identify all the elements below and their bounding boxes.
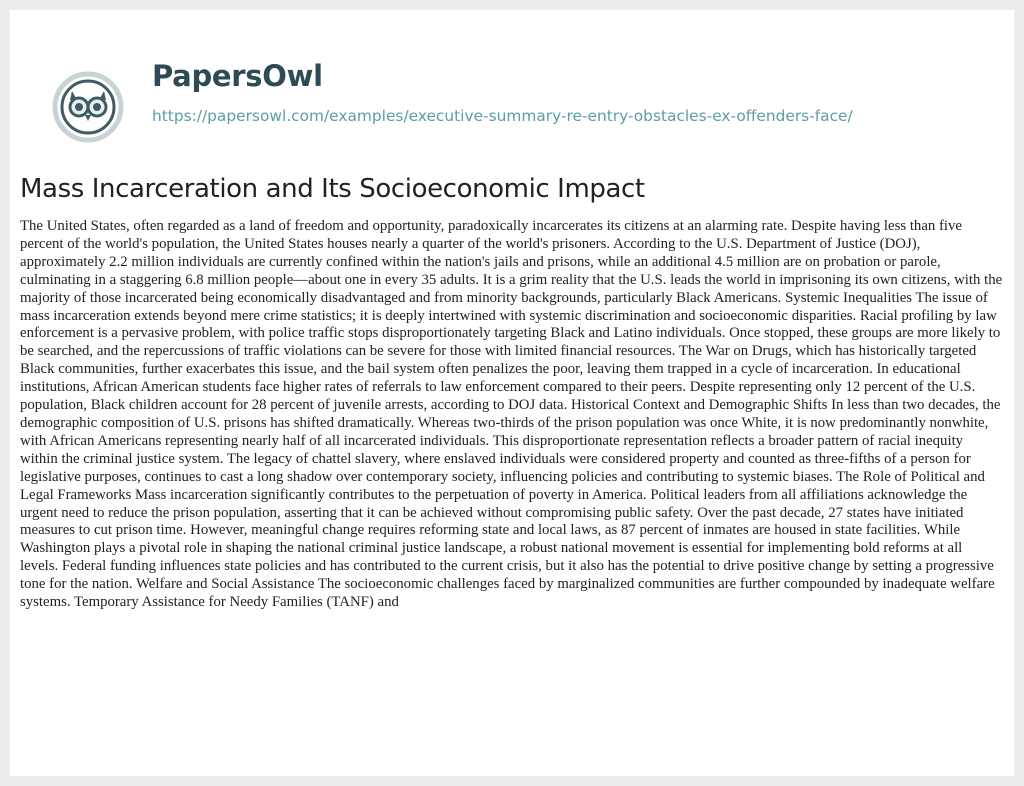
site-brand[interactable]: PapersOwl — [152, 59, 323, 93]
owl-logo-icon — [48, 67, 128, 147]
page-title: Mass Incarceration and Its Socioeconomic Impact — [20, 174, 645, 204]
essay-body: The United States, often regarded as a land of freedom and opportunity, paradoxically incarcerates its citizens at an alarming rate. Despite having less than five percent of the world's population, the United States houses nearly a quarter of the world's prisoners. According to the U.S. Department of Justice (DOJ), approximately 2.2 million individuals are currently confined within the nation's jails and prisons, while an additional 4.5 million are on probation or parole, culminating in a staggering 6.8 million people—about one in every 35 adults. It is a grim reality that the U.S. leads the world in imprisoning its own citizens, with the majority of those incarcerated being economically disadvantaged and from minority backgrounds, particularly Black Americans. Systemic Inequalities The issue of mass incarceration extends beyond mere crime statistics; it is deeply intertwined with systemic discrimination and socioeconomic disparities. Racial profiling by law enforcement is a pervasive problem, with police traffic stops disproportionately targeting Black and Latino individuals. Once stopped, these groups are more likely to be searched, and the repercussions of traffic violations can be severe for those with limited financial resources. The War on Drugs, which has historically targeted Black communities, further exacerbates this issue, and the bail system often penalizes the poor, leaving them trapped in a cycle of incarceration. In educational institutions, African American students face higher rates of referrals to law enforcement compared to their peers. Despite representing only 12 percent of the U.S. population, Black children account for 28 percent of juvenile arrests, according to DOJ data. Historical Context and Demographic Shifts In less than two decades, the demographic composition of U.S. prisons has shifted dramatically. Whereas two-thirds of the prison population was once White, it is now predominantly nonwhite, with African Americans representing nearly half of all incarcerated individuals. This disproportionate representation reflects a broader pattern of racial inequity within the criminal justice system. The legacy of chattel slavery, where enslaved individuals were considered property and counted as three-fifths of a person for legislative purposes, continues to cast a long shadow over contemporary society, influencing policies and contributing to systemic biases. The Role of Political and Legal Frameworks Mass incarceration significantly contributes to the perpetuation of poverty in America. Political leaders from all affiliations acknowledge the urgent need to reduce the prison population, asserting that it can be achieved without compromising public safety. Over the past decade, 27 states have initiated measures to cut prison time. However, meaningful change requires reforming state and local laws, as 87 percent of inmates are housed in state facilities. While Washington plays a pivotal role in shaping the national criminal justice landscape, a robust national movement is essential for implementing bold reforms at all levels. Federal funding influences state policies and has contributed to the current crisis, but it also has the potential to drive positive change by setting a progressive tone for the nation. Welfare and Social Assistance The socioeconomic challenges faced by marginalized communities are further compounded by inadequate welfare systems. Temporary Assistance for Needy Families (TANF) and — [20, 218, 1003, 611]
source-url-link[interactable]: https://papersowl.com/examples/executive-summary-re-entry-obstacles-ex-offenders-face/ — [152, 107, 853, 125]
